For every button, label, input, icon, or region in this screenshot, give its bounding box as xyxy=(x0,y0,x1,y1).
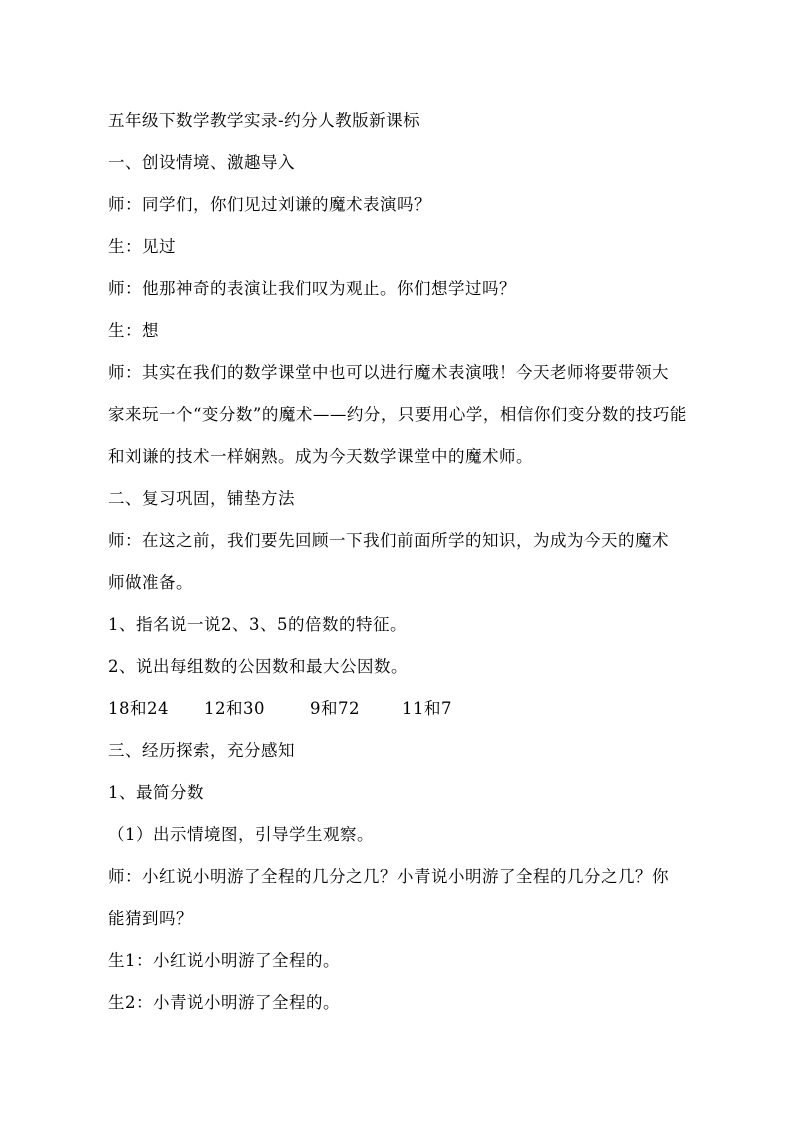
document-title: 五年级下数学教学实录-约分人教版新课标 xyxy=(108,111,421,130)
number-pairs xyxy=(108,688,728,730)
paragraph-line: 师：小红说小明游了全程的几分之几？小青说小明游了全程的几分之几？你 xyxy=(108,867,669,886)
paragraph-line: 师做准备。 xyxy=(108,573,193,592)
number-pair: 12和30 xyxy=(204,699,265,718)
dialogue-line: 生：想 xyxy=(108,321,159,340)
dialogue-line: 师：他那神奇的表演让我们叹为观止。你们想学过吗？ xyxy=(108,279,516,298)
list-item: 1、指名说一说2、3、5的倍数的特征。 xyxy=(108,615,407,634)
number-pair: 9和72 xyxy=(310,699,360,718)
paragraph-line: 师：其实在我们的数学课堂中也可以进行魔术表演哦！今天老师将要带领大 xyxy=(108,363,669,382)
dialogue-line: 师：同学们，你们见过刘谦的魔术表演吗？ xyxy=(108,195,431,214)
list-item: 2、说出每组数的公因数和最大公因数。 xyxy=(108,657,408,676)
student-response: 生1：小红说小明游了全程的。 xyxy=(108,951,340,970)
subsection-item: （1）出示情境图，引导学生观察。 xyxy=(108,825,374,844)
paragraph-line: 家来玩一个“变分数”的魔术——约分，只要用心学，相信你们变分数的技巧能 xyxy=(108,405,687,424)
number-pair: 18和24 xyxy=(108,699,169,718)
section-heading-1: 一、创设情境、激趣导入 xyxy=(108,153,295,172)
number-pair: 11和7 xyxy=(402,699,452,718)
document-body xyxy=(108,100,728,1024)
paragraph-line: 能猜到吗？ xyxy=(108,909,193,928)
paragraph-line: 师：在这之前，我们要先回顾一下我们前面所学的知识，为成为今天的魔术 xyxy=(108,531,669,550)
subsection-heading: 1、最简分数 xyxy=(108,783,204,802)
section-heading-3: 三、经历探索，充分感知 xyxy=(108,741,295,760)
student-response: 生2：小青说小明游了全程的。 xyxy=(108,993,340,1012)
section-heading-2: 二、复习巩固，铺垫方法 xyxy=(108,489,295,508)
paragraph-line: 和刘谦的技术一样娴熟。成为今天数学课堂中的魔术师。 xyxy=(108,447,533,466)
dialogue-line: 生：见过 xyxy=(108,237,176,256)
